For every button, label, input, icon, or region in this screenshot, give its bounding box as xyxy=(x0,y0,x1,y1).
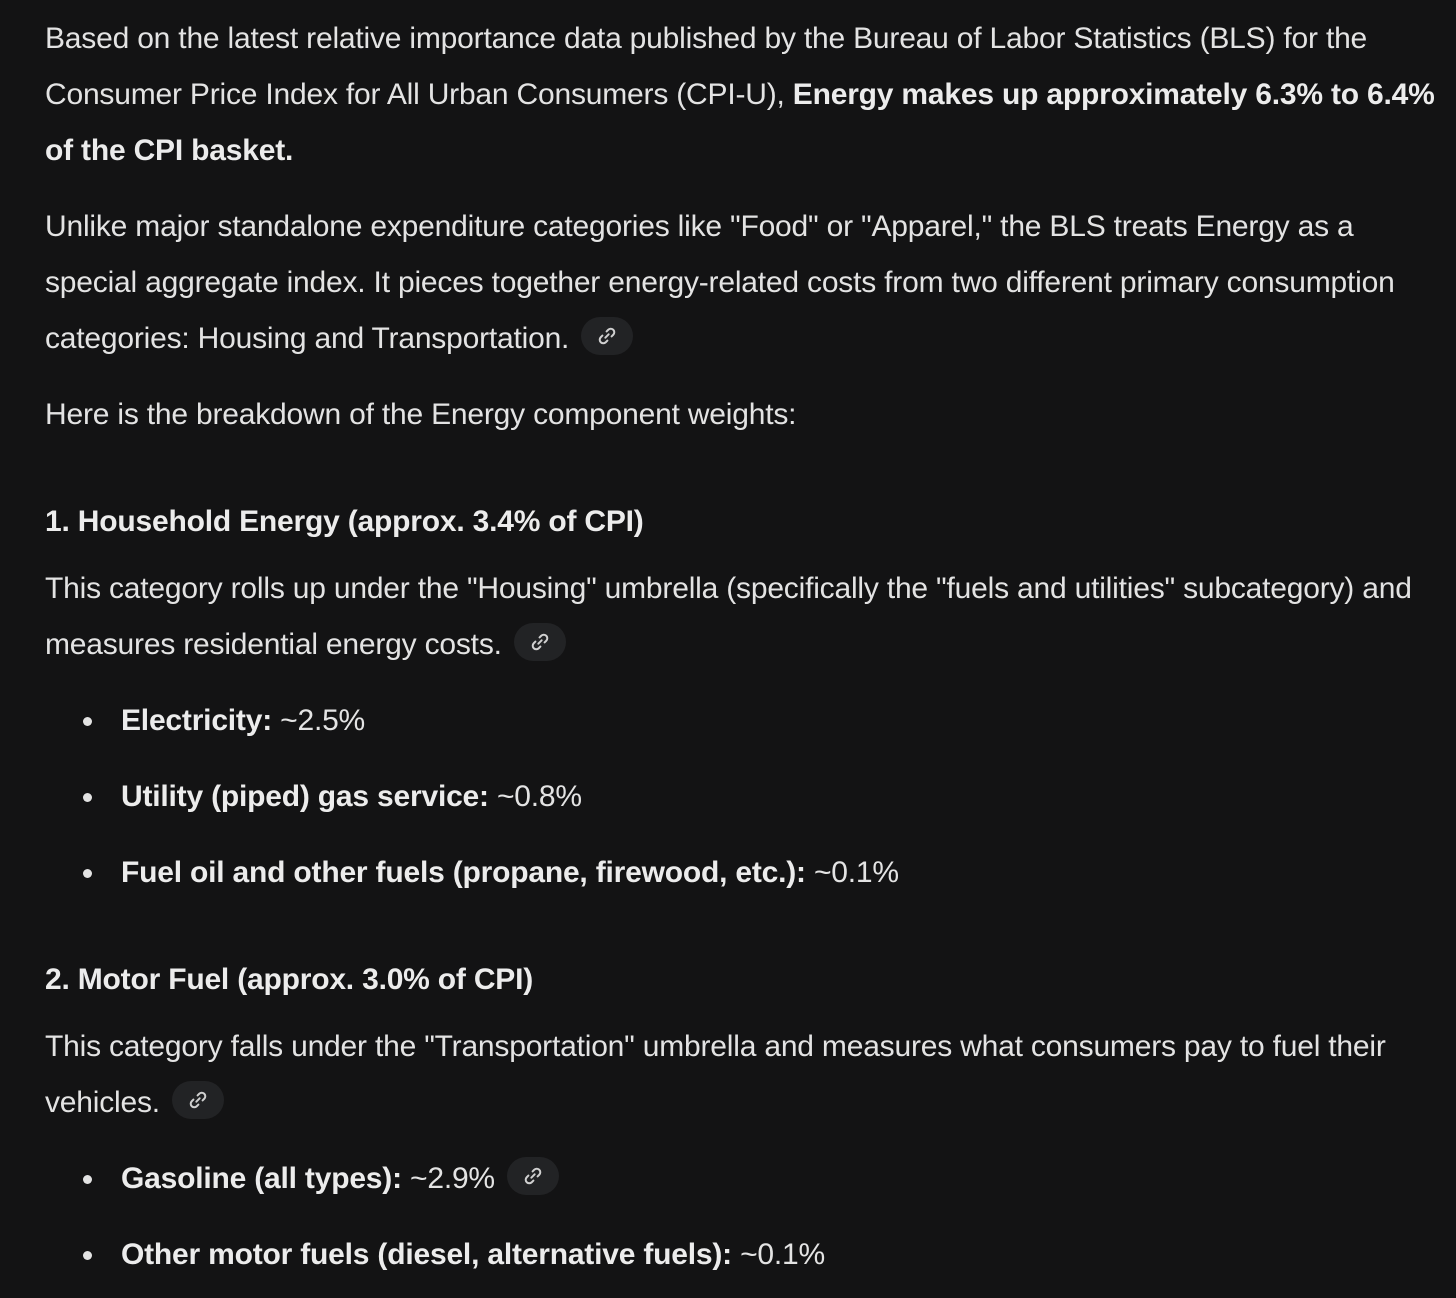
item-value: ~2.5% xyxy=(272,704,366,737)
list-item xyxy=(45,769,1435,825)
item-value: ~0.8% xyxy=(488,780,582,813)
energy-aggregate-paragraph xyxy=(45,199,1435,367)
breakdown-intro: Here is the breakdown of the Energy component weights: xyxy=(45,398,797,431)
link-icon xyxy=(530,632,550,652)
citation-chip[interactable] xyxy=(514,623,566,661)
item-label: Fuel oil and other fuels (propane, firewood, etc.): xyxy=(121,856,806,889)
item-label: Gasoline (all types): xyxy=(121,1162,402,1195)
intro-paragraph xyxy=(45,11,1435,179)
item-value: ~0.1% xyxy=(731,1238,825,1271)
item-value: ~0.1% xyxy=(805,856,899,889)
section-description-household-energy xyxy=(45,561,1435,673)
response-content xyxy=(45,11,1435,1283)
section-description-motor-fuel xyxy=(45,1019,1435,1131)
section-heading-motor-fuel: 2. Motor Fuel (approx. 3.0% of CPI) xyxy=(45,963,534,996)
motor-fuel-description: This category falls under the "Transportation" umbrella and measures what consumers pay to fuel their vehicles. xyxy=(45,1030,1386,1119)
intro-key-finding: Energy makes up approximately 6.3% to 6.4% of the CPI basket. xyxy=(45,78,1435,167)
link-icon xyxy=(188,1090,208,1110)
citation-chip[interactable] xyxy=(581,317,633,355)
list-item xyxy=(45,693,1435,749)
citation-chip[interactable] xyxy=(172,1081,224,1119)
intro-text: Based on the latest relative importance data published by the Bureau of Labor Statistics (BLS) for the Consumer Price Index for All Urban Consumers (CPI-U), xyxy=(45,22,1368,111)
item-label: Utility (piped) gas service: xyxy=(121,780,489,813)
link-icon xyxy=(523,1166,543,1186)
list-item xyxy=(45,1151,1435,1207)
motor-fuel-list xyxy=(45,1151,1435,1283)
list-item xyxy=(45,845,1435,901)
item-label: Other motor fuels (diesel, alternative fuels): xyxy=(121,1238,732,1271)
household-energy-list xyxy=(45,693,1435,901)
list-item xyxy=(45,1227,1435,1283)
energy-aggregate-text: Unlike major standalone expenditure categories like "Food" or "Apparel," the BLS treats Energy as a special aggregate index. It pieces together energy-related costs from two different primary consumption categories: Housing and Transportation. xyxy=(45,210,1395,355)
link-icon xyxy=(597,326,617,346)
item-value: ~2.9% xyxy=(401,1162,495,1195)
item-label: Electricity: xyxy=(121,704,272,737)
household-energy-description: This category rolls up under the "Housing" umbrella (specifically the "fuels and utilities" subcategory) and measures residential energy costs. xyxy=(45,572,1412,661)
section-heading-household-energy: 1. Household Energy (approx. 3.4% of CPI) xyxy=(45,505,644,538)
citation-chip[interactable] xyxy=(507,1157,559,1195)
